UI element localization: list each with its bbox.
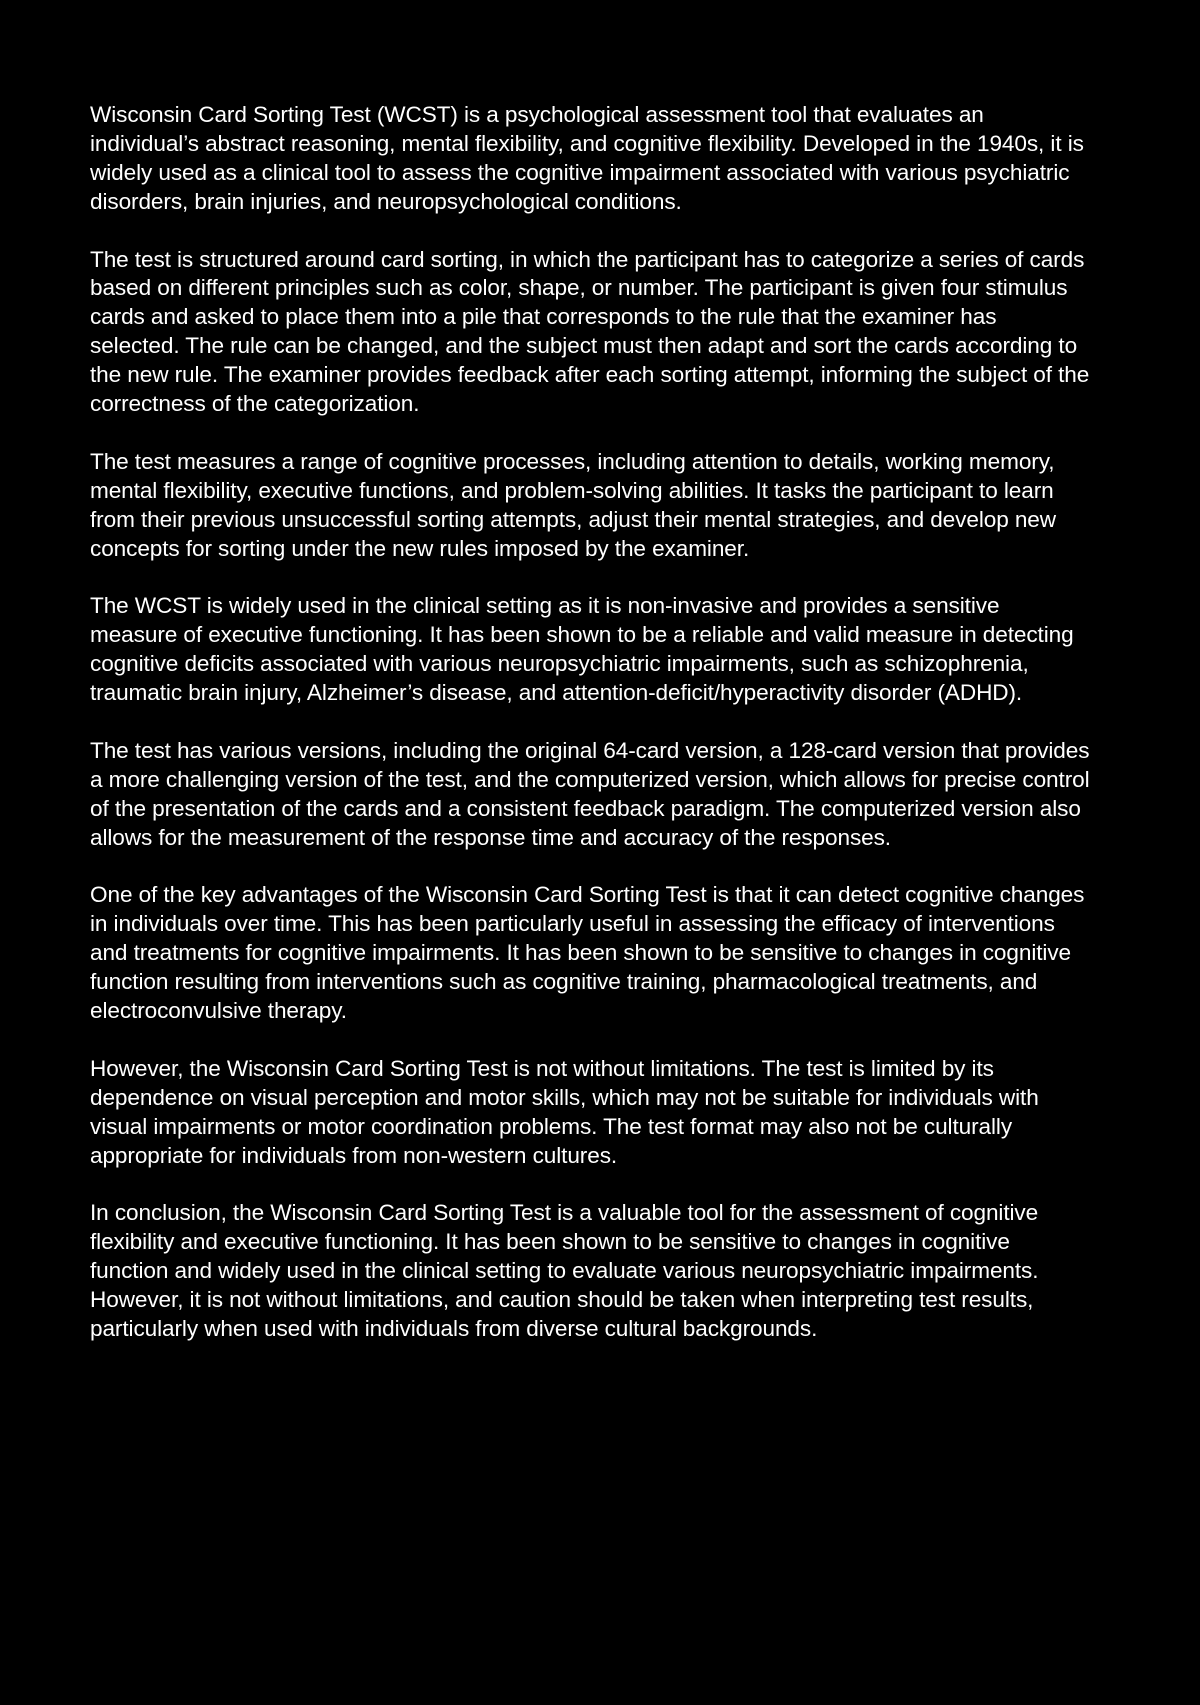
paragraph-cognitive-processes: The test measures a range of cognitive processes, including attention to details, working memory, mental flexibility, executive functions, and problem-solving abilities. It tasks the participant to learn from their previous unsuccessful sorting attempts, adjust their mental strategies, and develop new concepts for sorting under the new rules imposed by the examiner. (90, 448, 1056, 561)
paragraph-advantages: One of the key advantages of the Wisconsin Card Sorting Test is that it can detect cognitive changes in individuals over time. This has been particularly useful in assessing the efficacy of interventions and treatments for cognitive impairments. It has been shown to be sensitive to changes in cognitive function resulting from interventions such as cognitive training, pharmacological treatments, and electroconvulsive therapy. (90, 882, 1085, 1024)
paragraph-conclusion: In conclusion, the Wisconsin Card Sorting Test is a valuable tool for the assessment of cognitive flexibility and executive functioning. It has been shown to be sensitive to changes in cognitive function and widely used in the clinical setting to evaluate various neuropsychiatric impairments. However, it is not without limitations, and caution should be taken when interpreting test results, particularly when used with individuals from diverse cultural backgrounds. (90, 1200, 1039, 1341)
paragraph-limitations: However, the Wisconsin Card Sorting Test is not without limitations. The test is limited by its dependence on visual perception and motor skills, which may not be suitable for individuals with visual impairments or motor coordination problems. The test format may also not be culturally appropriate for individuals from non-western cultures. (90, 1055, 1039, 1168)
paragraph-clinical-use: The WCST is widely used in the clinical setting as it is non-invasive and provides a sensitive measure of executive functioning. It has been shown to be a reliable and valid measure in detecting cognitive deficits associated with various neuropsychiatric impairments, such as schizophrenia, traumatic brain injury, Alzheimer’s disease, and attention-deficit/hyperactivity disorder (ADHD). (90, 593, 1074, 706)
paragraph-test-structure: The test is structured around card sorting, in which the participant has to categorize a series of cards based on different principles such as color, shape, or number. The participant is given four stimulus cards and asked to place them into a pile that corresponds to the rule that the examiner has selected. The rule can be changed, and the subject must then adapt and sort the cards according to the new rule. The examiner provides feedback after each sorting attempt, informing the subject of the correctness of the categorization. (90, 246, 1090, 417)
paragraph-versions: The test has various versions, including the original 64-card version, a 128-card version that provides a more challenging version of the test, and the computerized version, which allows for precise control of the presentation of the cards and a consistent feedback paradigm. The computerized version also allows for the measurement of the response time and accuracy of the responses. (90, 737, 1090, 850)
paragraph-introduction: Wisconsin Card Sorting Test (WCST) is a psychological assessment tool that evaluates an individual’s abstract reasoning, mental flexibility, and cognitive flexibility. Developed in the 1940s, it is widely used as a clinical tool to assess the cognitive impairment associated with various psychiatric disorders, brain injuries, and neuropsychological conditions. (90, 102, 1084, 214)
document-body (90, 101, 1090, 1344)
